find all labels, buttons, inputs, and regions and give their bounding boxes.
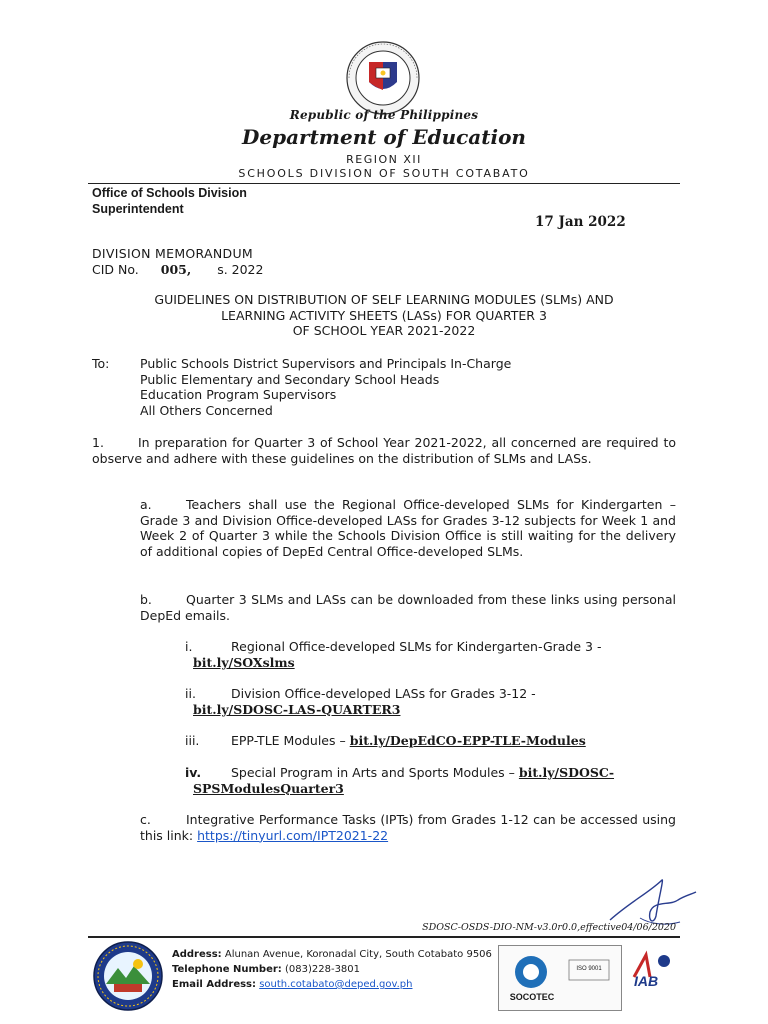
recipient-list [140, 356, 511, 419]
recipient-item: Education Program Supervisors [140, 387, 337, 403]
item-iv [185, 765, 676, 796]
deped-seal-logo [345, 40, 421, 116]
address-label: Address: [172, 949, 222, 960]
item-c-text: Integrative Performance Tasks (IPTs) from Grades 1-12 can be accessed using this link: [140, 812, 676, 843]
item-b-text: Quarter 3 SLMs and LASs can be downloaded from these links using personal DepEd emails. [140, 592, 676, 623]
paragraph-1-text: In preparation for Quarter 3 of School Year 2021-2022, all concerned are required to observe and adhere with these guidelines on the distribution of SLMs and LASs. [92, 435, 676, 466]
memo-cid [92, 262, 263, 277]
recipient-item: All Others Concerned [140, 403, 273, 419]
recipient-item: Public Schools District Supervisors and Principals In-Charge [140, 356, 512, 371]
item-b [140, 592, 676, 623]
cid-number: 005, [160, 262, 192, 277]
department-heading: Department of Education [242, 125, 526, 149]
sps-link-continued[interactable]: SPSModulesQuarter3 [193, 780, 344, 796]
item-i [185, 639, 676, 670]
email-label: Email Address: [172, 979, 257, 990]
memo-date: 17 Jan 2022 [535, 214, 626, 230]
paragraph-1 [92, 435, 676, 466]
phone-line [172, 962, 492, 977]
memo-subject [0, 292, 768, 339]
paragraph-number: 1. [92, 435, 104, 450]
subject-line-1: GUIDELINES ON DISTRIBUTION OF SELF LEARNING MODULES (SLMs) AND [154, 292, 614, 307]
item-b-label: b. [140, 592, 152, 607]
item-i-label: i. [185, 639, 193, 654]
item-c [140, 812, 676, 843]
item-a [140, 497, 676, 560]
item-iii-text: EPP-TLE Modules – [231, 733, 346, 748]
to-label: To: [92, 356, 110, 371]
contact-info [172, 947, 492, 992]
recipient-item: Public Elementary and Secondary School Heads [140, 371, 440, 387]
address-line [172, 947, 492, 962]
office-line-1: Office of Schools Division [92, 186, 247, 200]
address-value: Alunan Avenue, Koronadal City, South Cotabato 9506 [224, 949, 492, 960]
division-seal-logo [92, 940, 164, 1012]
item-iii [185, 733, 676, 749]
slm-link[interactable]: bit.ly/SOXslms [193, 654, 295, 670]
item-ii [185, 686, 676, 717]
subject-line-3: OF SCHOOL YEAR 2021-2022 [292, 323, 476, 338]
memo-title: DIVISION MEMORANDUM [92, 246, 253, 261]
iso-label: ISO 9001 [576, 966, 602, 972]
socotec-label: SOCOTEC [509, 992, 555, 1002]
document-code: SDOSC-OSDS-DIO-NM-v3.0r0.0,effective04/06/2020 [422, 922, 676, 933]
email-line [172, 977, 492, 992]
phone-value: (083)228-3801 [284, 964, 361, 975]
item-ii-text: Division Office-developed LASs for Grades 3-12 - [231, 686, 536, 701]
email-link[interactable]: south.cotabato@deped.gov.ph [259, 979, 413, 990]
cid-label: CID No. [92, 262, 139, 277]
sps-link[interactable]: bit.ly/SDOSC- [518, 765, 615, 780]
subject-line-2: LEARNING ACTIVITY SHEETS (LASs) FOR QUARTER 3 [221, 307, 547, 323]
iab-accreditation-badge [626, 945, 678, 1009]
item-iv-text: Special Program in Arts and Sports Modules – [231, 765, 515, 780]
item-c-label: c. [140, 812, 151, 827]
item-iii-label: iii. [185, 733, 200, 748]
office-line-2: Superintendent [92, 202, 184, 216]
item-iv-label: iv. [185, 765, 202, 780]
las-link[interactable]: bit.ly/SDOSC-LAS-QUARTER3 [193, 701, 401, 717]
republic-heading: Republic of the Philippines [289, 108, 479, 122]
ipt-link[interactable]: https://tinyurl.com/IPT2021-22 [197, 827, 389, 843]
region-heading: REGION XII [346, 153, 422, 166]
header-divider [88, 183, 680, 184]
office-name [92, 185, 247, 217]
item-a-text: Teachers shall use the Regional Office-developed SLMs for Kindergarten – Grade 3 and Division Office-developed LASs for Grades 3-12 subjects for Week 1 and Week 2 of Quarter 3 while the Schools Division Office is still waiting for the delivery of additional copies of DepEd Central Office-developed SLMs. [140, 497, 676, 560]
item-i-text: Regional Office-developed SLMs for Kindergarten-Grade 3 - [231, 639, 602, 654]
phone-label: Telephone Number: [172, 964, 282, 975]
epp-tle-link[interactable]: bit.ly/DepEdCO-EPP-TLE-Modules [349, 733, 586, 748]
item-a-label: a. [140, 497, 152, 512]
socotec-certification-badge [498, 945, 622, 1011]
item-ii-label: ii. [185, 686, 196, 701]
division-heading: SCHOOLS DIVISION OF SOUTH COTABATO [238, 167, 530, 180]
footer-divider [88, 936, 680, 938]
cid-series: s. 2022 [217, 262, 264, 277]
iab-label: IAB [634, 973, 659, 989]
